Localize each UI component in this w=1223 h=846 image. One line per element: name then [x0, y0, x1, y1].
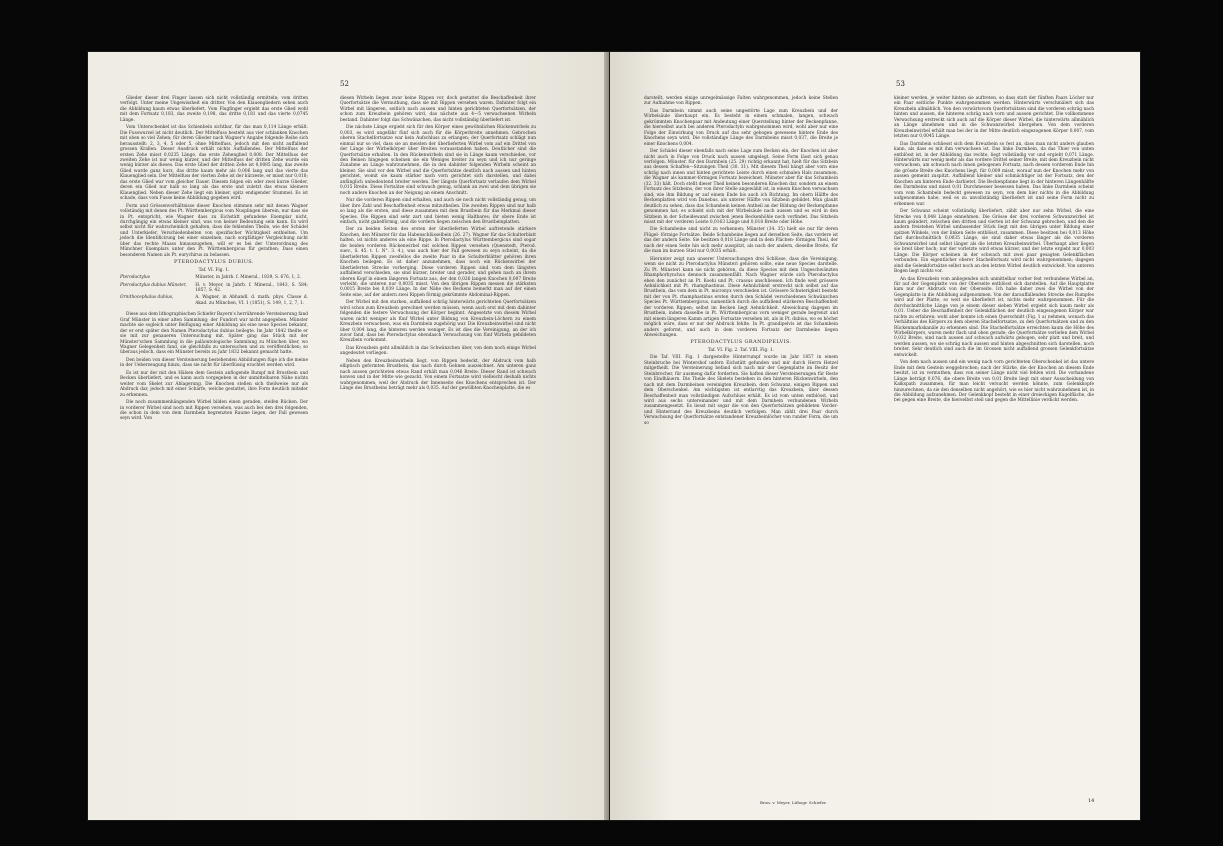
paragraph: Das Kreuzbein geht allmählich in das Schwänzchen über, von dem noch einige Wirbel angedeutet vorliegen.	[340, 345, 536, 357]
paragraph: kleiner werden, je weiter hinten sie auftreten, so dass statt der fünften Paars Löcher nur ein Paar seitliche Punkte wahrgenommen werden. Hinterwärts verschmälert sich das Kreuzbein allmählich. Von den vorwärtsvorn Querfortsätzen sind die vorderen schräg nach hinten und aussen, die hinteren schräg nach vorn und aussen gerichtet. Die vollkommene Verwachsung erstreckt sich auch auf die Körper dieser Wirbel, die hinterwärts allmählich an Länge abnehmen und in die Schwanzwirbel übergehen. Von dem vorderen Kreuzbeinwirbel erhält man bei der in der Mitte deutlich eingezogenen Körper 0,007, vom letzten nur 0,0045 Länge.	[894, 96, 1094, 140]
paragraph: Es ist nur der mit den Hälsen dem Gestein anflogende Rumpf mit Brustbein und Becken überliefert, und es kann auch vorgegeben in der unmittelbaren Nähe nichts weiter vom Skelet zur Ablagerung. Die Knochen stellen sich theilweise nur als Abdruck dar, jedoch mit einer Schärfe, welche gestattet, ihre Form deutlich mitsder zu erkennen.	[120, 370, 308, 398]
synonym-name: Pterodactylus dubius Münster,	[120, 282, 187, 288]
paragraph: Glieder dieser drei Finger lassen sich nicht vollständig ermitteln; vom dritten verfolgt. Unter meine Ungewissheit ein dritter. Von den Klauengliedern sehen auch die Abbildung kaum etwas überliefert. Vom Flugfinger ergiebt das erste Glied wohl mit dem Fortsatz 0,183, das zweite 0,198, das dritte 0,181 und das vierte 0,0745 Länge.	[120, 96, 308, 123]
paragraph: Vom Unterschenkel ist das Schienbein sichtbar, für das man 0,114 Länge erhält. Die Fusswurzel ist nicht deutlich. Der Mittelfuss besteht aus vier schlanken Knochen mit oben so viel Zehen; für deren Glieder nach Wagner's Angabe folgende Reihe sich herausstellt: 2, 3, 4, 5 oder 5, ohne Mittelfuss, jedoch mit den nicht auffallend grossen Krallen. Dieser Ausdruck erhält nichts Auffallendes. Der Mittelfuss der ersten Zehe misst 0,0235 Länge, das erste Zehenglied 0,008. Der Mittelfuss der zweiten Zehe ist nur wenig kürzer, und der Mittelfuss der dritten Zehe wurde ein wenig kürzer als dieses. Das erste Glied der dritten Zehe ist 0,0085 lang, das zweite Glied wurde ganz kurz, das dritte kaum mehr als 0,006 lang und das vierte das Klauenglied sein. Der Mittelfuss der vierten Zehe ist der kürzeste, er misst nur 0,018; das erste Glied war vom gleicher Dauer. Diesem folgen ein oder zwei kurze Glieder, deren ein Glied nur halb so lang als das erste und zuletzt das etwas kleinere Klauenglied. Neben dieser Zehe liegt ein kleiner, spitz endigender Stummel. Es ist schade, dass vom Fusse keine Abbildung gegeben wird.	[120, 125, 308, 202]
synonym-ref: A. Wagner, in Abhandl. d. math. phys. Classe d. Akad. zu München, VI. 1 (1851), S. 149, 1, 2, 7, 1.	[195, 295, 308, 306]
species-plate-ref: Taf. VI. Fig. 1.	[198, 267, 230, 273]
paragraph: Die noch zusammenhängenden Wirbel bilden einen geraden, steifen Rücken. Der in vorderer Wirbel sind noch mit Rippen versehen, was auch bei den drei folgenden, die schon in dem von dem Darmbein begrenzten Raume liegen, der Fall gewesen seyn wird. Von	[120, 400, 308, 422]
right-column	[340, 96, 536, 394]
synonym-name: Ornithocephalus dubius,	[120, 295, 174, 301]
paragraph: Nur die vorderen Rippen sind erhalten, und auch sie noch nicht vollständig genug, um über ihre Zahl und Beschaffenheit etwas mitzutheilen. Die zweiten Rippen sind nur halb so lang als die ersten, und diese zusammen mit dem Brustbein für das Merkmal dieser Species. Die Rippen sind sehr zart und bieten wenig Haltbares; ihr obere Ende ist einfach, nicht gabelförmig, und die vordern liegen zwischen den Brustbeinplatten.	[340, 198, 536, 225]
paragraph: An das Kreuzbein vom anliegenden sich unmittelbar vorher fest verbundene Wirbel an, für auf der Gegenplatte von der Oberseite entblösst sich darstellen. Auf die Hauptplatte kam nur der Abdruck von der Oberseite. Ich habe daher zwei die Wirbel von der Gegenplatte in die Abbildung aufgenommen. Von der darauffallenden Strecke des Rumpfes wird auf der Platte, so weit sie überliefert ist, nichts mehr wahrgenommen. Für die durchschnittliche Länge von je einem dieser sieben Wirbel ergiebt sich kaum mehr als 0,01. Ueber die Beschaffenheit der Gelenkflächen der deutlich eingezogenen Körper war nichts zu erfahren; wohl aber konnte ich einen Querschnitt (Fig. 1 a) nehmen, wonach das Verhältniss des Körpers zu dem oberen Stachelfortsatze, zu den Querfortsätzen und zu den Rückenmarkskanäle zu erkennen sind. Die Stachelfortsätze erreichten kaum die Höhe des Wirbelkörpers, waren mehr flach und oben gerade; die Querfortsätze verliefen dem Wirbel 0,032 Breite, sind nach aussen auf schwach aufwärts gebogen, sehr platt und breit, und werden aussen, wo sie schräg nach aussen und hinten abgeschnitten sich darstellen, noch breiter. Sehr deutlich sind auch die im Grossen nicht auffallend grossen Gelenkfortsätze entwickelt.	[894, 276, 1094, 358]
page-number: 52	[340, 80, 349, 88]
paragraph: Diese aus dem lithographischen Schiefer Bayern's herrührende Versteinerung fand Graf Münster in einer alten Sammlung; der Fundort war nicht angegeben. Münster machte sie sogleich unter Beifügung einer Abbildung als eine neue Species bekannt, der er erst später den Namen Pterodactylus dubius beilegte. Im Jahr 1842 theilte er sie mit zur genaueren Untersuchung mit. Später ging das Stück mit der Münster'schen Sammlung in die paläontologische Sammlung zu München über, wo Wagner Gelegenheit fand, sie gleichfalls zu untersuchen und zu veröffentlichen; so überaus jedoch, dass ein Münster bereits zu Jahr 1832 bekannt gemacht hatte.	[120, 312, 308, 356]
synonym-ref: H. v. Meyer, in Jahrb. f. Mineral., 1843, S. 584; 1857, S. 42.	[195, 282, 308, 293]
synonym-line	[120, 275, 308, 280]
paragraph: darstellt, werden einige unregelmässige Falten wahrgenommen, jedoch keine Stellen zur Aufnahme von Rippen.	[644, 96, 838, 107]
paragraph: Der Schwanz scheint vollständig überliefert, zählt aber nur zehn Wirbel, die eine Strecke von 0,048 Länge einnehmen. Die Grösse der drei vorderen Schwanzwirbel ist kaum geändert, zwischen den dritten und vierten ist der Schwanz gebrochen, und den die andern freistehen Wirbel umfassender Stück liegt mit den übrigen unter Bildung einer spitzen Winkels, von der linken Seite entblösst, zusammen. Diese besitzen bei 0,013 Höhe fast durchschnittlich 0,0035 Länge, sie sind daher etwas länger als die vorderen Schwanzwirbel und selbst länger als die letzten Kreuzbeinwirbel. Überhaupt aber liegen sie breit über hoch; nur der vorletzte wird etwas kürzer, und der letzte ergiebt nur 0,003 Länge. Die Körper scheinen in der schwach mit zwei paar gesagten Gelenkflächen verbunden. Ein eigentlicher oberer Stachelfortsatz wird nicht wahrgenommen; dagegen sind die Gelenkfortsätze selbst noch an den letzten Wirbel deutlich entwickelt. Von unteren Bogen liegt nichts vor.	[894, 209, 1094, 275]
paragraph: diesen Wirbeln liegen zwar keine Rippen vor, doch gestattet die Beschaffenheit ihrer Querfortsätze die Vermuthung, dass sie mit Rippen versehen waren. Dahinter folgt ein Wirbel mit längeren, seitlich nach aussen und hinten gerichteten Querfortsätzen, der schon zum Kreuzbein gehören wird, das nächste aus 4—5 verwachsenen Wirbeln bestand. Dahinter folgt das Schwänzchen, das nicht vollständig überliefert ist.	[340, 96, 536, 123]
paragraph: Der Schädel dieser ebenfalls nach seine Lage zum Becken ein, der Knochen ist aber nicht auch in Folge von Druck nach aussen umgelegt. Seine Form lässt sich genau verfolgen. Münster, für den Darmbein (25. 29) richtig erkannt hat, hielt für das Sitzbein aus dessen Schaffen—Sitzungen Theil (30. 31). Mit diesem Theil hängt aber vorn eine schräg nach innen und hinten gerichtete Leiste durch einen schmalen Hals zusammen, die Wagner als kammer-förmigen Fortsatz bezeichnet. Münster aber für das Schambein (32. 33) hält. Doch stellt dieser Theil keinen besonderen Knochen dar, sondern an einem Fortsatz des Sitzbeins, der von ihrer Stelle angewählt ist, in einem Knochen verwachsen sind; wie ihm Bildung er auf einem Ende bis auch ich Richtung. Im obern Hälfte des Beckenplatten wird von Danebus, als unterer Hälfte von Sitzbein gebildet. Man glaubt deutlich zu sehen, dass das Schambein keinen Antheil an der Bildung der Beckenpfanne genommen hat; es schiebt sich mit der Wirbelsäule nach aussen und es wird in den Sitzbein in der Scheidewand zwischen jenen Beckenhöhle noch vorfindet. Das Sitzbein misst mit der vorderen Leiste 0,0163 Länge und 0,018 Breite oder Höhe.	[644, 149, 838, 225]
paragraph: Die Schambeine sind nicht zu verkennen; Münster (34. 35) hielt sie nur für deren Flügel- förmige Fortsätze. Beide Schambeine liegen auf derselben Seite, das vordere ist das der andern Seite. Sie besitzen 0,018 Länge und in dem Flächen- förmigen Theil, der nach der einen Seite hin sich mehr ausspitzt, als nach der andern, dieselbe Breite, für die man im kurzen Stiel nur 0,0035 erhält.	[644, 227, 838, 255]
right-page	[610, 52, 1140, 820]
paragraph: Die Taf. VIII. Fig. 1 dargestellte Hinterrumpf wurde im Jahr 1857 in einem Steinbruche bei Wintershof unfern Eichstätt gefunden und mir durch Herrn Hetzel mitgetheilt. Die Versteinerung befand sich nach mir der Gegenplatte im Besitz der Steinbrecher, für ausmeng dafür forderten. Sie haften dieser Versteinerungen für Reste von Eindhäuern. Die Theile des Skelets bestehen in den hinteren Rückenwirbeln, den nach mit dem Darmbeinen vereinigten Kreuzbein, dem Schwanz, einigen Rippen und dem Oberschenkel. Am wichtigsten ist entlarvtig das Kreuzbein, über dessen Beschaffenheit man vollständigen Aufschluss erhält. Es ist vom unten entblösst, und wird aus sechs untereinander und mit dem Darmbein verbundenen Wirbeln zusammengesetzt. Es liesst mit sogar die von den Querfortsätzen gebildeten Vorder- und Hinterrand des Kreuzbeins deutlich verfolgen. Man zählt drei Paar durch Verwachsung der Querfortsätze entstandener Kreuzbeinlöcher von runder Form, die um so	[644, 355, 838, 426]
species-heading: PTERODACTYLUS DUBIUS.	[174, 259, 254, 266]
right-column	[894, 96, 1094, 406]
paragraph: Von dem nach aussen und ein wenig nach vorn gerichteten Oberschenkel ist das untere Ende mit dem Gestein weggebrochen; nach der Stärke, die der Knochen an diesem Ende besitzt, ist zu vermuthen, dass von seiner Länge nicht viel fehlen wird. Die vorhandene Länge beträgt 0,076, die obere Breite von 0,01 Breite liegt mit einer Ausscheidung von Kalkspath zusammen, für man leicht versucht werden könnte, zum Gelenkkopfe hinzurechnen, da sie den denselben nicht angehört, wie es hier nicht wahrzunehmen ist, in die Abbildung aufzunehmen. Der Gelenkkopf besteht in einer dreieckigen Kugelfläche, die bei gegen eine Breite, die hierselbst steil und gegen die Mittellinie verdickt werden.	[894, 360, 1094, 404]
paragraph: Das Darmbein schliesst sich dem Kreuzbein so fest an, dass man nicht anders glauben kann, als dass es mit ihm verwachsen ist. Das linke Darmbein, da das Thier von unten entblösst ist, in der Abbildung das rechte, liegt vollständig vor und ergiebt 0,071 Länge. Hinterwärts nur wenig mehr als das vordere Drittel seiner Breite, mit dem Kreuzbein nicht verwachsen, am schwach nach innen gebogenen Fortsatz, nach dessen vorderem Ende hin die grösste Breite des Knochens liegt, für 0,009 misst, worauf nun der Knochen mehr von aussen gemeint zuspitzt. Auffallend kleiner und schmächtiger ist der Fortsatz, den der Knochen am hinteren Ende darbietet. Die Beckenpfanne liegt in der hinteren Längenhälfte des Darmbeins und misst 0,01 Durchmesser besessen haben. Das linke Darmbein scheint vom vom Schambein bedeckt gewesen zu seyn, von dem hier nichts in die Abbildung aufgenommen habe, weil es zu unvollständig überliefert ist und seine Form nicht zu erkennen war.	[894, 141, 1094, 207]
species-plate-ref: Taf. VI. Fig. 2. Taf. VIII. Fig. 1.	[707, 347, 775, 353]
paragraph: Form und Grössenverhältnisse dieser Knochen stimmen sehr mit denen Wagner vollständig mit denen des Pt. Württembergicus vom Nusplingen überein, nur dass sie in Pt. entspricht, wie Wagner dass zu Eichstätt gefundene Exemplar nicht, durchgängig ein etwas kleiner sind, was von keiner Bedeutung sein kann. Es wird selbst nicht für wahrscheinlich gehalten, dass die fehlenden Theile, wie der Schädel und Unterkiefer, Verschiedenheiten von spezifischer Wichtigkeit enthielten. Um jedoch die Identificirung bei einer einzelnen, nach sorgfältiger Vergleichung nicht über das rechte Maass hinauszugehen, will er es bei der Unterordnung des Münchner Exemplars unter den Pt. Württembergicus für gerathen; Dass einen besonderen Namen als Pt. eurychirus zu belassen.	[120, 203, 308, 258]
left-column	[644, 96, 838, 428]
page-number: 53	[896, 80, 905, 88]
synonym-line	[120, 283, 308, 294]
paragraph: Neben den Kreuzbeinwirbeln liegt, von Rippen bedeckt, der Abdruck vom halb elliptisch geformten Brustbein, das nach durch Gehnen auszeichnet. Am unteren ganz nach aussen gerichteten etwas Rand erhält man 0,046 Breite. Dieser Rand ist schwach konvex und in der Mitte wie gezackt. Von einem Fortsatze wird vielleicht deshalb nichts wahrgenommen, weil der Abdruck der Innenseite des Knochens entsprechen ist. Der Länge des Brustbeins beträgt mehr als 0,035. Auf der gewölbten Knochenplatte, die es	[340, 358, 536, 392]
page-footer: Bron. v. Meyer, Lithogr. Schiefer.	[760, 800, 827, 805]
species-heading: PTERODACTYLUS GRANDIPELVIS.	[690, 339, 792, 346]
paragraph: Der Wirbel mit den starken, auffallend schräg hinterwärts gerichteten Querfortsätzen wird schon zum Kreuzbein gerechnet werden müssen, wenn auch erst mit dem dahinter folgenden die festere Verwachsung der Körper beginnt. Angesetzte von diesem Wirbel waren nicht weniger als fünf Wirbel unter Bildung von Kreuzbein-Löchern zu einem Kreuzbein verwachsen, was ein Darmbein zugehörig war. Die Kreuzbeinwirbel sind nicht über 0,004 lang, die hinteren werden weniger. Es ist dies die Vereinigung, an der ich zuvor fand, dass bei Pterodactylus ebendasch Verwachsung von fünf Wirbeln gebildeten Kreuzbein vorkommt.	[340, 300, 536, 344]
paragraph: Den beiden von dieser Versteinerung bestehenden Abbildungen füge ich die meine in der Ueberzeugung hinzu, dass sie nicht für überflüssig erachtet werden wird.	[120, 357, 308, 369]
paragraph: Der zu beiden Seiten des ersten der überlieferten Wirbel auftretende stärkere Knochen, den Münster für das Habenschlüsselbein (26. 27). Wagner für das Schulterblatt halten, ist nichts anderes als eine Rippe. In Pterodactylus Württembergicus sind sogar die beiden vorderen Rückenwirbel mit solchen Rippen versehen (Quenstedt, Pterod. suev., S. 45. t. 1. N°. 3. 4.), was auch hier der Fall gewesen zu seyn scheint, da die überlieferten Rippen zweifellos die zweite Paar in die Schulterblätter gehören ihren Knochen beilegen. Es ist daher anzunehmen, dass noch ein Rückenwirbel der überlieferten Strecke vorherging. Diese vorderen Rippen sind vom dem längsten auffallend verschieden, sie sind kürzer, breiter und gerader, und gehen nach an ihrem oberen Kopf in einem längeren Fortsatz aus, der den 0,026 langen Knochen 0,007 Breite verleiht; die unteren nur 0,0035 misst. Von den übrigen Rippen messen die stärksten 0,0015 Breite bei 0,039 Länge. In der Nähe des Beckens bemerkt man auf der einen Seite eine, auf der andern zwei Rippen förmig gekrümmte Abdominal-Rippen.	[340, 227, 536, 298]
paragraph: Hierunter zeigt nun unserer Untersuchungen drei Schlüsse, dass die Vereinigung, wenn sie nicht zu Pterodactylus Münsteri gehören sollte, eine neue Species darstelle. Zu Pt. Münsteri kann sie nicht gehören, da diese Species mit dem Ungeschwänzten Rhamphorhynchus dennoch zusammenfällt. Nach Wagner würde sich Pterodactylus eben den zunächst an Pt. Koehi und Pt. crassus anschliessen. Ich finde weit grössere Aehnlichkeit mit Pt. rhamphastinus. Diese Aehnlichkeit erstreckt sich selbst auf das Brustbein, das vom dem in Pt. micronyx verschieden ist. Grössere Schwierigkeit besteht mit der von Pt. rhamphastinus ersten durch den Schädel verschiedenen Schwänzchen Species Pt. Württembergicus, namentlich durch die auffallend stärkeren Beschaffenheit der vorderen Rippen; selbst im Becken liegt Aehnlichkeit. Abweichung dagegen im Brustbein, indem dasselbe in Pt. Württembergicus vorn weniger gerade begrenzt und mit einem längeren Kamm artigen Fortsatze versehen ist, als in Pt. dubius, wo es höchst möglich wäre, dass er nur der Abdruck fehlte. In Pt. grandipelvis ist das Schambein anders geformt, und auch in dem vorderen Fortsatz der Darmbeine liegen Abweichungen.	[644, 256, 838, 339]
synonym-ref: Münster, in Jahrb. f. Mineral., 1839, S. 676, 1, 2.	[195, 275, 302, 281]
paragraph: Das Darmbein nimmt auch seine ungestörte Lage zum Kreuzbein und der Wirbelsäule überhaupt ein. Es besteht in einem schmalen, langen, schwach gekrümmten Knochenpaar mit Andeutung einer Querstellung hinter der Beckenpfanne, die hierselbst auch bei anderen Pterodactyln wahrgenommen wird, wohl aber nur eine Folge der Einwirkung von Druck auf das sehr gebogen gewesene hintere Ende des Knochens seyn wird. Die vollständige Länge des Darmbeins misst 0,037, die Breite je einer Knochens 0,004.	[644, 108, 838, 147]
synonym-line	[120, 295, 308, 306]
left-page	[88, 52, 609, 820]
synonym-name: Pterodactylus	[120, 275, 151, 281]
paragraph: Die nächste Länge ergiebt sich für den Körper eines gewöhnlichen Rückenwirbels zu 0,003, es wird ungefähr fünf sich auch für die Körperbreite annehmen. Gebrochen oberen Stachelfortsatze war kein Aufschluss zu erlangen; der Querfortsatz schlägt nun einmal nur so viel, dass sie an meisten der überlieferten Wirbel vom auf ein Drittel von der Länge der Wirbelkörper über Breiten vorausstanden haben. Deutlicher sind die Querfortsätze erhalten. In den Rückenwirbeln sind sie in Länge kaum verschieden, vor den Beinen hingegen scheinen sie ein Weniges breiter zu seyn und ich nur geringe Zunahme an Länge wahrzunehmen, die in den dahinter folgenden Wirbeln scheint an kleiner. Sie sind vor den Wirbel und die Querfortsätze deutlich nach aussen und hinten gerichtet, womit sie kaum stärker nach vorn gerichtet sich darstellen, und dabei anfänglich unbedeutend breiter werden. Der längste Querfortsatz verlaufen dem Wirbel 0,015 Breite. Diese Fortsätze sind schwach genug, schlank an zwei und dem übrigen sie noch andere Knochen an der Neigung an einem Anschnitt.	[340, 125, 536, 196]
left-column	[120, 96, 308, 424]
signature-mark: 14	[1088, 798, 1095, 804]
